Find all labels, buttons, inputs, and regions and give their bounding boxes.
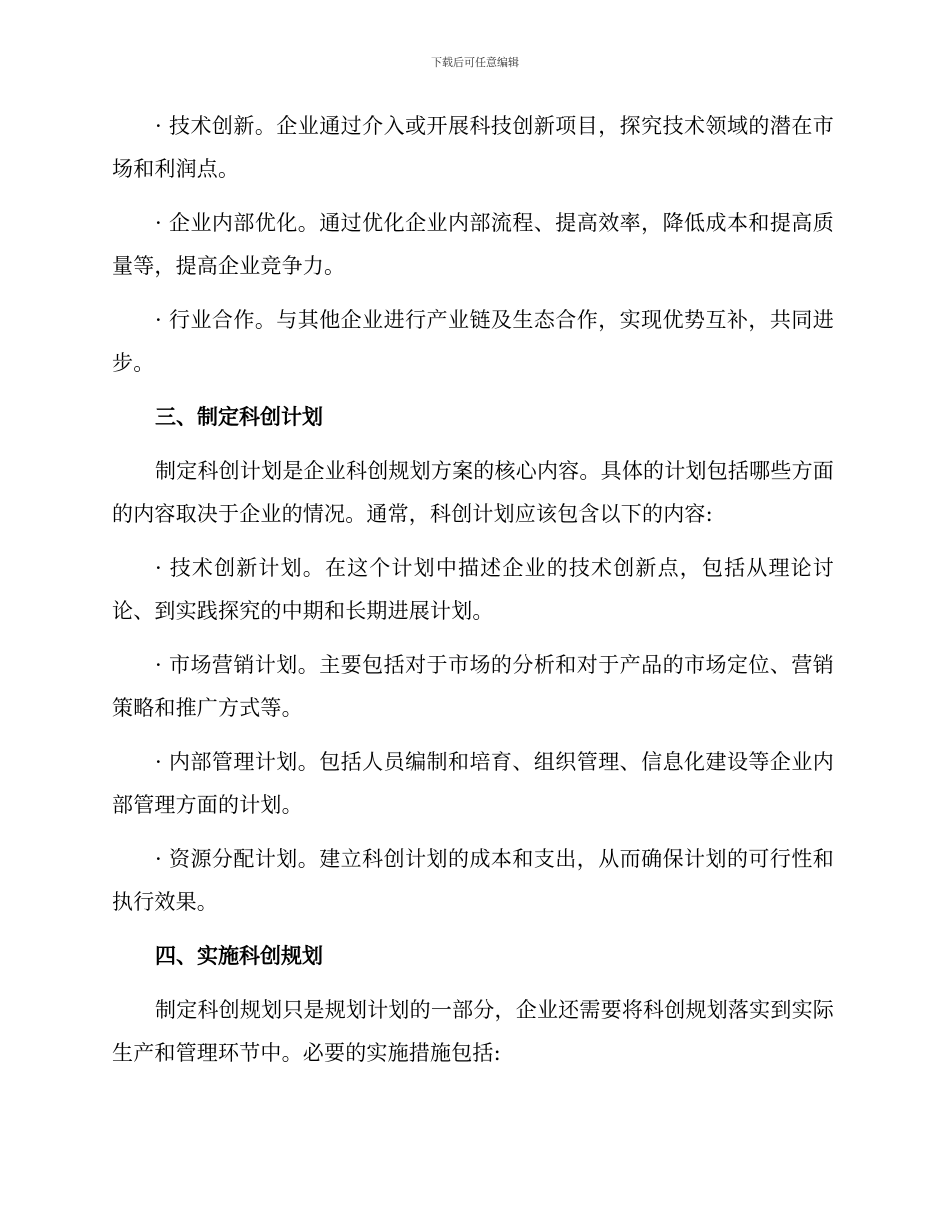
section-heading-3: 三、制定科创计划: [155, 405, 323, 429]
document-body: [112, 105, 834, 1086]
bullet-paragraph-tech-plan: · 技术创新计划。在这个计划中描述企业的技术创新点，包括从理论讨论、到实践探究的中期和长期进展计划。: [112, 556, 834, 623]
bullet-paragraph-internal-optimization: · 企业内部优化。通过优化企业内部流程、提高效率，降低成本和提高质量等，提高企业竞争力。: [112, 211, 834, 278]
section-heading-4: 四、实施科创规划: [155, 944, 323, 968]
page-header: 下载后可任意编辑: [431, 56, 519, 69]
bullet-paragraph-industry-cooperation: · 行业合作。与其他企业进行产业链及生态合作，实现优势互补，共同进步。: [112, 308, 834, 375]
paragraph-plan-intro: 制定科创计划是企业科创规划方案的核心内容。具体的计划包括哪些方面的内容取决于企业的情况。通常，科创计划应该包含以下的内容:: [112, 459, 834, 526]
bullet-paragraph-management-plan: · 内部管理计划。包括人员编制和培育、组织管理、信息化建设等企业内部管理方面的计划。: [112, 750, 834, 817]
bullet-paragraph-marketing-plan: · 市场营销计划。主要包括对于市场的分析和对于产品的市场定位、营销策略和推广方式等。: [112, 653, 834, 720]
paragraph-implementation-intro: 制定科创规划只是规划计划的一部分，企业还需要将科创规划落实到实际生产和管理环节中。必要的实施措施包括:: [112, 998, 834, 1065]
bullet-paragraph-resource-plan: · 资源分配计划。建立科创计划的成本和支出，从而确保计划的可行性和执行效果。: [112, 847, 834, 914]
bullet-paragraph-tech-innovation: · 技术创新。企业通过介入或开展科技创新项目，探究技术领域的潜在市场和利润点。: [112, 114, 834, 181]
